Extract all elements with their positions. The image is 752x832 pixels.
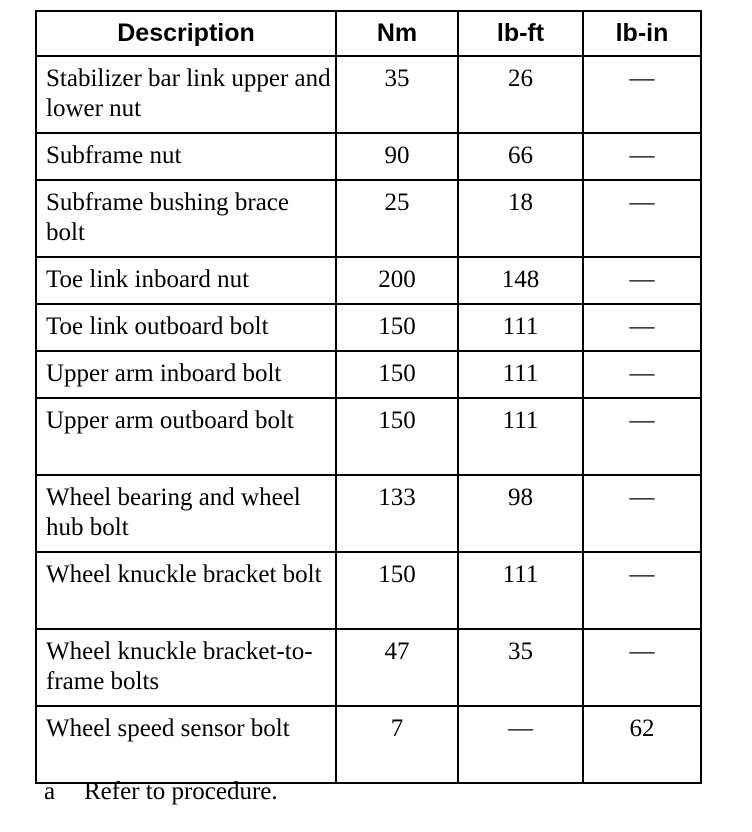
table-row [36, 552, 701, 629]
nm-cell: 150 [336, 351, 458, 398]
lb-in-cell: — [583, 351, 701, 398]
nm-cell: 133 [336, 475, 458, 552]
description-cell: Wheel bearing and wheel hub bolt [36, 475, 336, 552]
table-row [36, 475, 701, 552]
footnote [44, 776, 278, 808]
header-row [36, 11, 701, 56]
lb-ft-cell: 35 [458, 629, 583, 706]
lb-in-cell: — [583, 475, 701, 552]
lb-in-cell: — [583, 629, 701, 706]
table-row [36, 706, 701, 783]
lb-ft-cell: 26 [458, 56, 583, 133]
table-row [36, 180, 701, 257]
description-cell: Toe link inboard nut [36, 257, 336, 304]
description-cell: Wheel speed sensor bolt [36, 706, 336, 783]
lb-in-cell: — [583, 180, 701, 257]
nm-cell: 150 [336, 304, 458, 351]
lb-ft-cell: 111 [458, 552, 583, 629]
description-cell: Wheel knuckle bracket-to-frame bolts [36, 629, 336, 706]
lb-ft-cell: 18 [458, 180, 583, 257]
table-row [36, 133, 701, 180]
header-lb-in: lb-in [583, 11, 701, 56]
description-cell: Wheel knuckle bracket bolt [36, 552, 336, 629]
table-row [36, 56, 701, 133]
nm-cell: 25 [336, 180, 458, 257]
lb-ft-cell: 111 [458, 351, 583, 398]
header-nm: Nm [336, 11, 458, 56]
nm-cell: 7 [336, 706, 458, 783]
description-cell: Subframe nut [36, 133, 336, 180]
lb-ft-cell: 98 [458, 475, 583, 552]
description-cell: Toe link outboard bolt [36, 304, 336, 351]
nm-cell: 90 [336, 133, 458, 180]
footnote-text: Refer to procedure. [84, 778, 278, 805]
footnote-mark: a [44, 778, 56, 805]
header-description: Description [36, 11, 336, 56]
lb-ft-cell: — [458, 706, 583, 783]
torque-spec-table [35, 10, 702, 784]
lb-in-cell: — [583, 56, 701, 133]
description-cell: Upper arm outboard bolt [36, 398, 336, 475]
header-lb-ft: lb-ft [458, 11, 583, 56]
table-row [36, 351, 701, 398]
nm-cell: 35 [336, 56, 458, 133]
nm-cell: 200 [336, 257, 458, 304]
table-row [36, 257, 701, 304]
lb-in-cell: — [583, 304, 701, 351]
description-cell: Subframe bushing brace bolt [36, 180, 336, 257]
lb-ft-cell: 111 [458, 304, 583, 351]
table-row [36, 304, 701, 351]
table-row [36, 398, 701, 475]
lb-ft-cell: 66 [458, 133, 583, 180]
nm-cell: 150 [336, 552, 458, 629]
lb-in-cell: — [583, 552, 701, 629]
lb-in-cell: — [583, 133, 701, 180]
lb-in-cell: — [583, 257, 701, 304]
description-cell: Stabilizer bar link upper and lower nut [36, 56, 336, 133]
description-cell: Upper arm inboard bolt [36, 351, 336, 398]
nm-cell: 150 [336, 398, 458, 475]
lb-in-cell: 62 [583, 706, 701, 783]
table-row [36, 629, 701, 706]
lb-ft-cell: 111 [458, 398, 583, 475]
lb-in-cell: — [583, 398, 701, 475]
lb-ft-cell: 148 [458, 257, 583, 304]
nm-cell: 47 [336, 629, 458, 706]
